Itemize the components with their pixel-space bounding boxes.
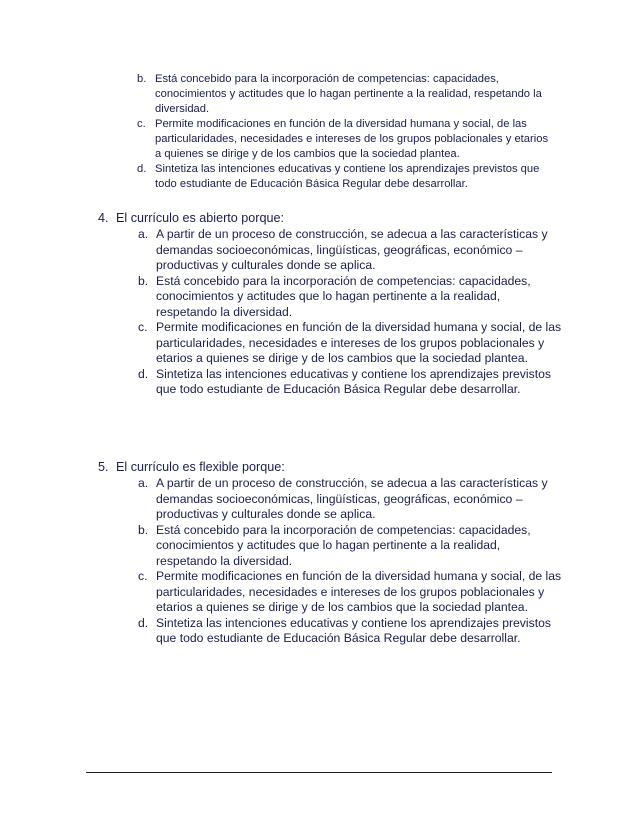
top-option-d — [137, 162, 557, 192]
option-text: Está concebido para la incorporación de competencias: capacidades, conocimientos y actitudes que lo hagan pertinente a la realidad, respetando la diversidad. — [156, 273, 531, 319]
q5-option-b — [138, 523, 563, 570]
option-marker: b. — [138, 522, 149, 537]
option-text: Permite modificaciones en función de la diversidad humana y social, de las particularidades, necesidades e intereses de los grupos poblacionales y etarios a quienes se dirige y de los cambios que la sociedad plantea. — [156, 569, 562, 614]
option-text: Sintetiza las intenciones educativas y contiene los aprendizajes previstos que todo estudiante de Educación Básica Regular debe desarrollar. — [156, 615, 551, 645]
option-marker: d. — [138, 615, 149, 630]
option-marker: d. — [137, 163, 147, 175]
option-marker: d. — [138, 366, 149, 381]
question-number: 5. — [98, 460, 109, 474]
q5-option-d — [138, 616, 563, 647]
option-text: Está concebido para la incorporación de competencias: capacidades, conocimientos y actitudes que lo hagan pertinente a la realidad, respetando la diversidad. — [155, 73, 542, 115]
top-option-c — [137, 117, 557, 162]
q5-option-c — [138, 569, 563, 616]
option-marker: c. — [138, 569, 148, 583]
q5-option-a — [138, 476, 563, 523]
top-option-b — [137, 72, 557, 117]
question-5 — [98, 459, 568, 475]
q4-option-a — [138, 227, 563, 274]
q4-option-d — [138, 367, 563, 398]
question-text: El currículo es abierto porque: — [116, 211, 285, 225]
option-text: Sintetiza las intenciones educativas y contiene los aprendizajes previstos que todo estudiante de Educación Básica Regular debe desarrollar. — [156, 366, 551, 396]
option-text: A partir de un proceso de construcción, se adecua a las características y demandas socioeconómicas, lingüísticas, geográficas, económico – productivas y culturales donde se aplica. — [156, 227, 548, 272]
option-text: A partir de un proceso de construcción, se adecua a las características y demandas socioeconómicas, lingüísticas, geográficas, económico – productivas y culturales donde se aplica. — [156, 476, 548, 521]
option-marker: b. — [138, 273, 149, 288]
option-marker: a. — [138, 476, 149, 490]
option-marker: a. — [138, 227, 149, 241]
option-marker: c. — [138, 320, 148, 334]
q4-option-b — [138, 274, 563, 321]
footer-divider — [86, 772, 552, 773]
q4-option-c — [138, 320, 563, 367]
question-text: El currículo es flexible porque: — [116, 460, 285, 474]
question-4 — [98, 210, 568, 226]
question-5-options — [138, 476, 563, 647]
top-options-list — [137, 72, 557, 192]
option-marker: c. — [137, 118, 146, 130]
option-text: Permite modificaciones en función de la diversidad humana y social, de las particularidades, necesidades e intereses de los grupos poblacionales y etarios a quienes se dirige y de los cambios que la sociedad plantea. — [155, 118, 549, 160]
option-text: Permite modificaciones en función de la diversidad humana y social, de las particularidades, necesidades e intereses de los grupos poblacionales y etarios a quienes se dirige y de los cambios que la sociedad plantea. — [156, 320, 562, 365]
question-number: 4. — [98, 211, 109, 225]
option-text: Sintetiza las intenciones educativas y contiene los aprendizajes previstos que todo estudiante de Educación Básica Regular debe desarrollar. — [155, 163, 540, 190]
option-text: Está concebido para la incorporación de competencias: capacidades, conocimientos y actitudes que lo hagan pertinente a la realidad, respetando la diversidad. — [156, 522, 531, 568]
option-marker: b. — [137, 73, 147, 85]
question-4-options — [138, 227, 563, 398]
